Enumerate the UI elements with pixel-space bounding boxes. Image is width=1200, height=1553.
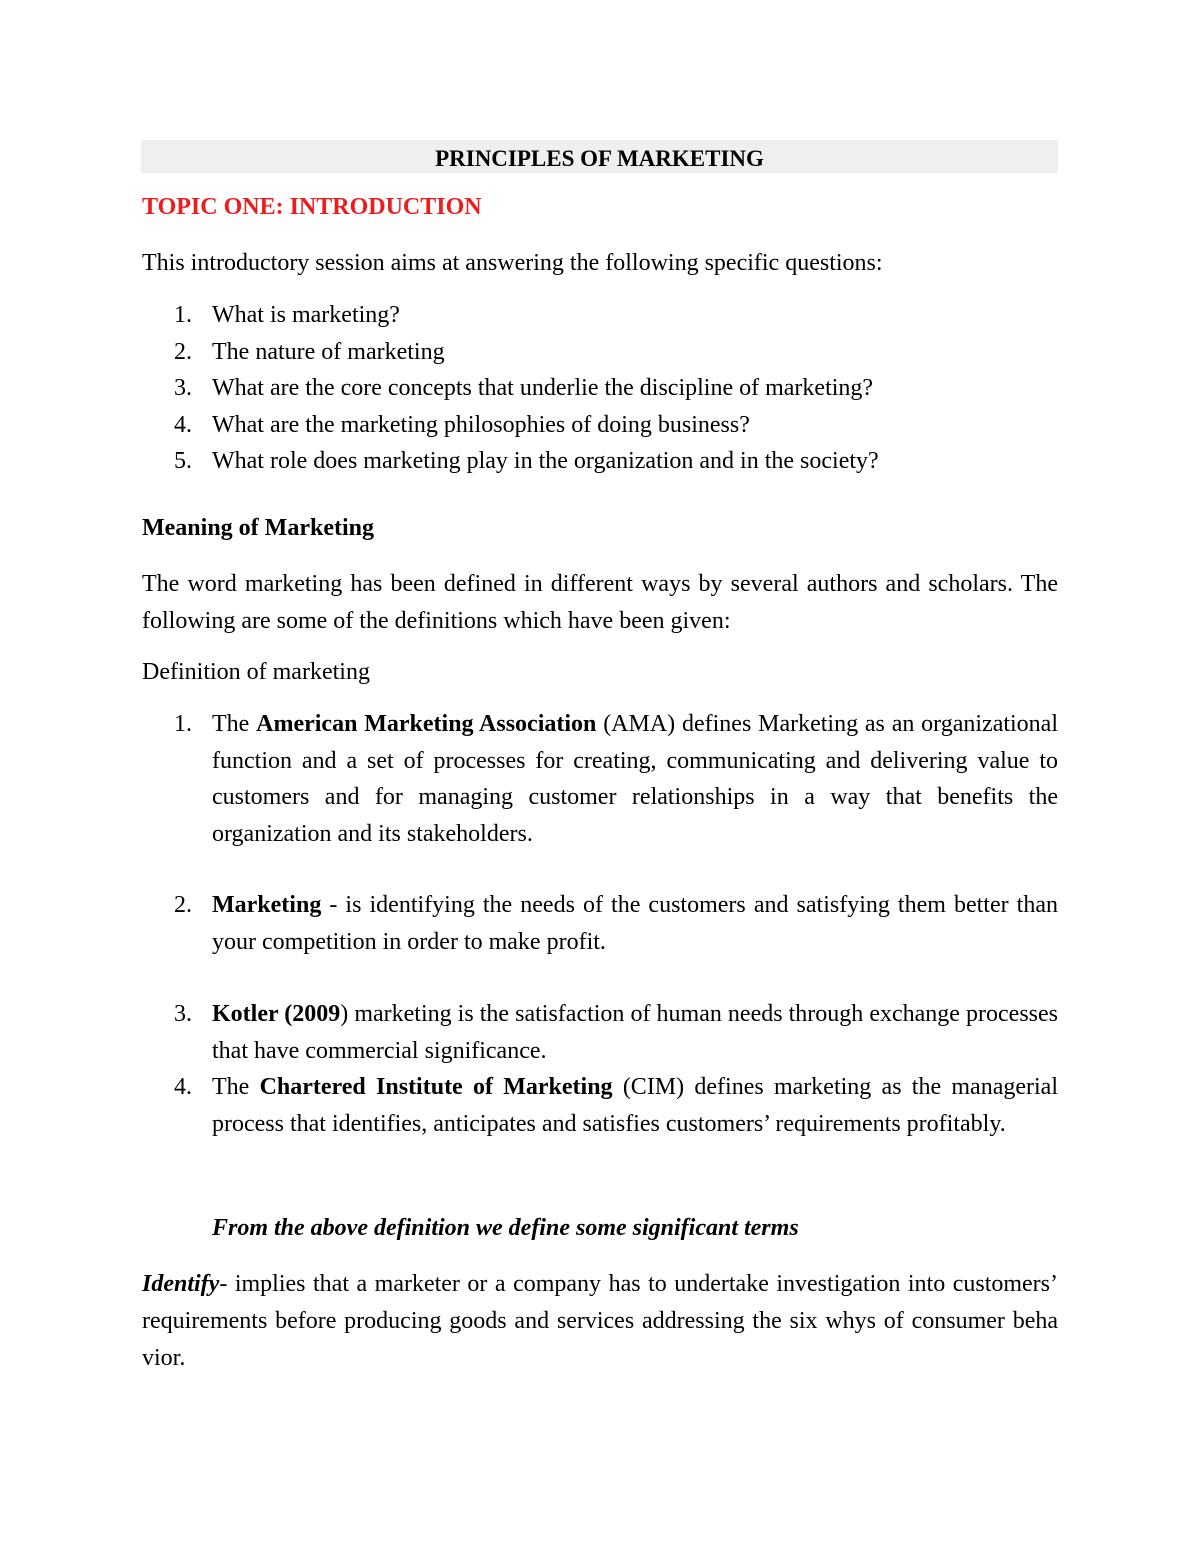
list-item-text: What are the marketing philosophies of doing business? (212, 411, 750, 438)
definition-text (212, 706, 1058, 852)
definition-item (142, 887, 1058, 960)
definition-item (142, 996, 1058, 1069)
list-item-text: What is marketing? (212, 302, 400, 328)
list-number: 1. (174, 711, 192, 737)
definition-body: ) marketing is the satisfaction of human needs through exchange processes that have commercial significance. (212, 1001, 1058, 1064)
intro-paragraph: This introductory session aims at answering the following specific questions: (142, 250, 883, 276)
list-number: 1. (174, 302, 192, 328)
definition-source: American Marketing Association (256, 711, 597, 737)
list-number: 5. (174, 448, 192, 475)
topic-heading: TOPIC ONE: INTRODUCTION (142, 194, 482, 220)
meaning-paragraph: The word marketing has been defined in different ways by several authors and scholars. The following are some of the definitions which have been given: (142, 571, 1058, 634)
definition-body: - is identifying the needs of the customers and satisfying them better than your competition in order to make profit. (212, 892, 1058, 955)
definition-label: Definition of marketing (142, 659, 370, 685)
list-item (142, 334, 1058, 371)
meaning-heading: Meaning of Marketing (142, 515, 374, 541)
identify-paragraph (142, 1266, 1058, 1377)
list-item (142, 407, 1058, 444)
definition-prefix: The (212, 1074, 260, 1100)
definition-text (212, 1069, 1058, 1142)
definition-item (142, 706, 1058, 852)
list-number: 2. (174, 892, 192, 918)
definition-body: (CIM) defines marketing as the managerial process that identifies, anticipates and satisfies customers’ requirements profitably. (212, 1074, 1058, 1137)
definition-item (142, 1069, 1058, 1142)
definition-source: Marketing (212, 892, 322, 918)
definition-prefix: The (212, 711, 257, 737)
list-item-text: What role does marketing play in the organization and in the society? (212, 448, 879, 475)
identify-term: Identify (142, 1271, 220, 1297)
definition-body: (AMA) defines Marketing as an organizational function and a set of processes for creating, communicating and delivering value to customers and for managing customer relationships in a way that benefits the organization and its stakeholders. (212, 711, 1058, 847)
definition-text (212, 887, 1058, 960)
definition-source: Kotler (2009 (212, 1001, 341, 1027)
list-item (142, 443, 1058, 480)
definition-source: Chartered Institute of Marketing (259, 1074, 613, 1100)
list-item-text: The nature of marketing (212, 338, 445, 365)
terms-heading: From the above definition we define some significant terms (212, 1215, 799, 1241)
list-number: 3. (174, 1001, 192, 1027)
list-item (142, 370, 1058, 407)
list-item (142, 297, 1058, 334)
list-item-text: What are the core concepts that underlie the discipline of marketing? (212, 375, 874, 402)
identify-text: - implies that a marketer or a company has to undertake investigation into customers’ requirements before producing goods and services addressing the six whys of consumer beha vior. (142, 1271, 1058, 1371)
document-title: PRINCIPLES OF MARKETING (141, 140, 1058, 173)
list-number: 4. (174, 411, 192, 438)
definition-text (212, 996, 1058, 1069)
list-number: 2. (174, 338, 192, 365)
questions-list (142, 297, 1058, 480)
list-number: 4. (174, 1074, 192, 1100)
list-number: 3. (174, 375, 192, 402)
